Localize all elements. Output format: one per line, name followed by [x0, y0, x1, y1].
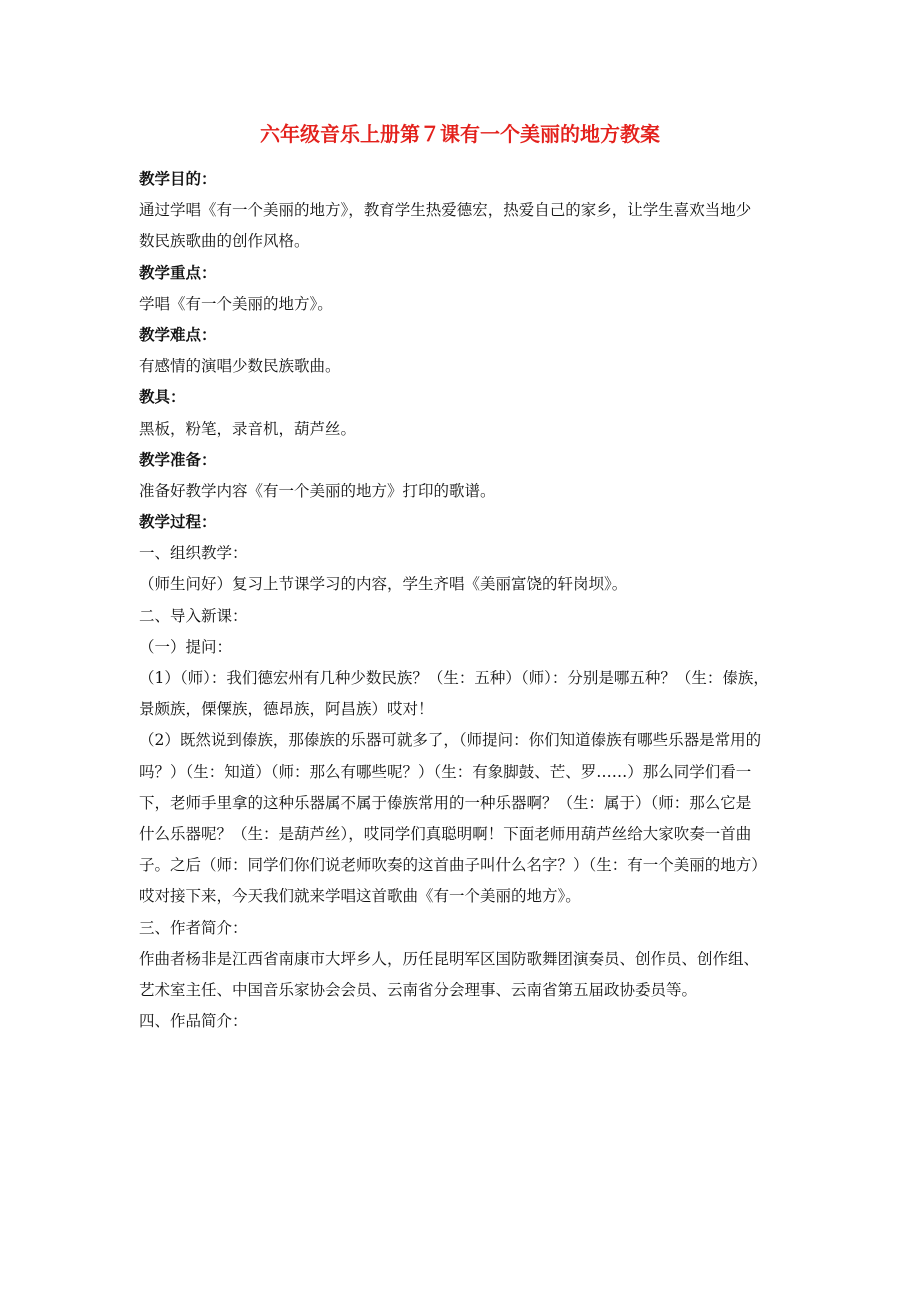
text-line: 黑板，粉笔，录音机，葫芦丝。: [139, 419, 357, 438]
paragraph: [139, 538, 784, 569]
text-line: （2）既然说到傣族，那傣族的乐器可就多了，（师提问：你们知道傣族有哪些乐器是常用的: [139, 731, 762, 750]
document-body: [139, 164, 784, 1037]
text-line: 一、组织教学：: [139, 544, 248, 563]
text-line: 作曲者杨非是江西省南康市大坪乡人，历任昆明军区国防歌舞团演奏员、创作员、创作组、: [139, 949, 760, 968]
text-line: 教学重点：: [139, 263, 217, 282]
section-heading: [139, 507, 784, 538]
text-line: 准备好教学内容《有一个美丽的地方》打印的歌谱。: [139, 481, 496, 500]
text-line: （一）提问：: [139, 637, 233, 656]
text-line: 哎对接下来，今天我们就来学唱这首歌曲《有一个美丽的地方》。: [139, 887, 581, 906]
text-line: 什么乐器呢？（生：是葫芦丝），哎同学们真聪明啊！下面老师用葫芦丝给大家吹奏一首曲: [139, 824, 752, 843]
text-line: 吗？）（生：知道）（师：那么有哪些呢？）（生：有象脚鼓、芒、罗……）那么同学们看一: [139, 762, 752, 781]
section-heading: [139, 445, 784, 476]
text-line: 三、作者简介：: [139, 918, 248, 937]
section-heading: [139, 320, 784, 351]
text-line: 教学过程：: [139, 513, 217, 532]
paragraph: [139, 913, 784, 944]
text-line: 有感情的演唱少数民族歌曲。: [139, 357, 341, 376]
section-heading: [139, 382, 784, 413]
text-line: 下，老师手里拿的这种乐器属不属于傣族常用的一种乐器啊？（生：属于）（师：那么它是: [139, 793, 752, 812]
text-line: 艺术室主任、中国音乐家协会会员、云南省分会理事、云南省第五届政协委员等。: [139, 980, 698, 999]
paragraph: [139, 725, 784, 912]
text-line: 教具：: [139, 388, 186, 407]
text-line: 数民族歌曲的创作风格。: [139, 232, 310, 251]
paragraph: [139, 1006, 784, 1037]
paragraph: [139, 195, 784, 257]
paragraph: [139, 476, 784, 507]
paragraph: [139, 632, 784, 663]
document-title: 六年级音乐上册第７课有一个美丽的地方教案: [260, 122, 660, 146]
text-line: 教学难点：: [139, 325, 217, 344]
paragraph: [139, 351, 784, 382]
section-heading: [139, 164, 784, 195]
text-line: 四、作品简介：: [139, 1012, 248, 1031]
text-line: 通过学唱《有一个美丽的地方》，教育学生热爱德宏，热爱自己的家乡，让学生喜欢当地少: [139, 201, 752, 220]
text-line: 教学目的：: [139, 170, 217, 188]
paragraph: [139, 944, 784, 1006]
paragraph: [139, 569, 784, 600]
text-line: 教学准备：: [139, 450, 217, 469]
text-line: 子。之后（师：同学们你们说老师吹奏的这首曲子叫什么名字？）（生：有一个美丽的地方）: [139, 856, 767, 875]
text-line: 二、导入新课：: [139, 606, 248, 625]
text-line: 学唱《有一个美丽的地方》。: [139, 294, 333, 313]
section-heading: [139, 258, 784, 289]
paragraph: [139, 289, 784, 320]
paragraph: [139, 663, 784, 725]
paragraph: [139, 414, 784, 445]
text-line: （师生问好）复习上节课学习的内容，学生齐唱《美丽富饶的轩岗坝》。: [139, 575, 628, 594]
paragraph: [139, 601, 784, 632]
text-line: （1）（师）：我们德宏州有几种少数民族？（生：五种）（师）：分别是哪五种？（生：傣族，: [139, 669, 769, 687]
text-line: 景颇族，傈僳族，德昂族，阿昌族）哎对！: [139, 700, 434, 719]
